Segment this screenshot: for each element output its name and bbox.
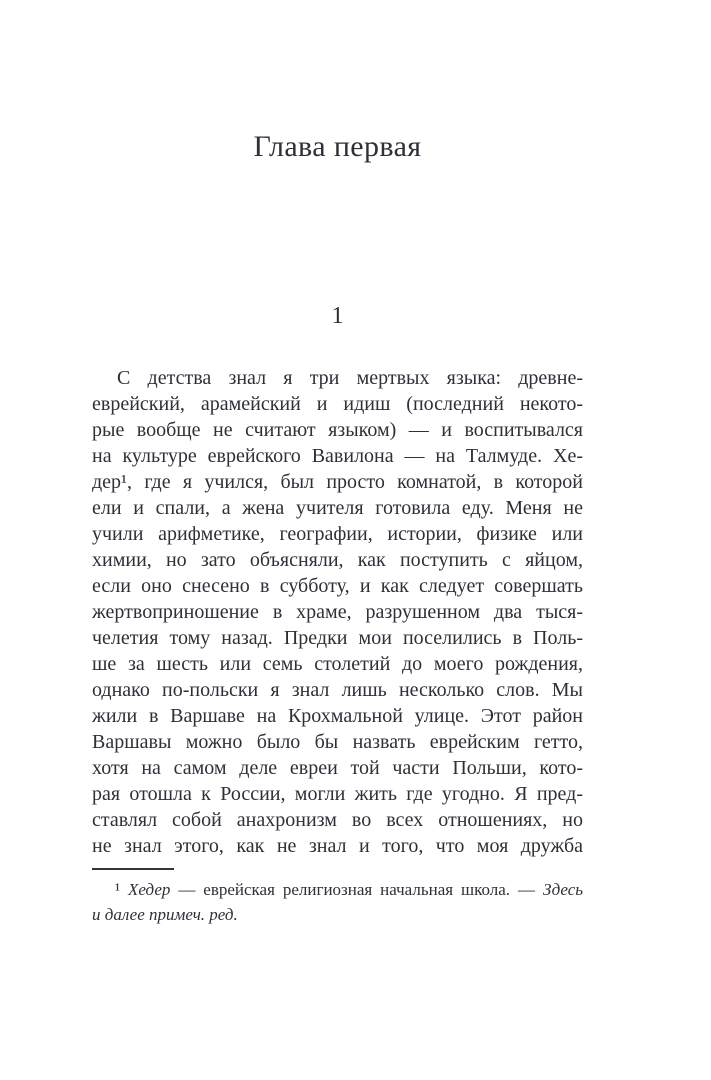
body-line: ставлял собой анахронизм во всех отношениях, но — [92, 809, 583, 831]
body-line: ше за шесть или семь столетий до моего рождения, — [92, 653, 583, 675]
body-line: жили в Варшаве на Крохмальной улице. Этот район — [92, 705, 583, 727]
body-line: дер¹, где я учился, был просто комнатой, в которой — [92, 471, 583, 493]
italic-text: Хедер — [128, 880, 171, 899]
italic-text: Здесь — [542, 880, 583, 899]
body-line: рая отошла к России, могли жить где угодно. Я пред- — [92, 783, 583, 805]
section-number: 1 — [331, 303, 344, 329]
body-line: если оно снесено в субботу, и как следует совершать — [92, 575, 583, 597]
body-line: С детства знал я три мертвых языка: древне- — [117, 367, 583, 389]
body-line: рые вообще не считают языком) — и воспитывался — [92, 419, 583, 441]
body-line: еврейский, арамейский и идиш (последний некото- — [92, 393, 583, 415]
plain-text: ¹ — [115, 880, 129, 899]
body-line: на культуре еврейского Вавилона — на Талмуде. Хе- — [92, 445, 583, 467]
body-line: не знал этого, как не знал и того, что моя дружба — [92, 835, 583, 857]
plain-text: — еврейская религиозная начальная школа. — — [170, 880, 543, 899]
body-line: жертвоприношение в храме, разрушенном два тыся- — [92, 601, 583, 623]
body-line: учили арифметике, географии, истории, физике или — [92, 523, 583, 545]
footnote — [92, 877, 583, 927]
body-paragraph — [92, 365, 583, 859]
italic-text: и далее примеч. ред. — [92, 905, 238, 924]
footnote-line — [92, 877, 583, 902]
chapter-title: Глава первая — [253, 130, 422, 163]
body-line: челетия тому назад. Предки мои поселились в Поль- — [92, 627, 583, 649]
body-line: однако по-польски я знал лишь несколько слов. Мы — [92, 679, 583, 701]
body-line: хотя на самом деле евреи той части Польши, кото- — [92, 757, 583, 779]
body-line: Варшавы можно было бы назвать еврейским гетто, — [92, 731, 583, 753]
body-line: химии, но зато объясняли, как поступить с яйцом, — [92, 549, 583, 571]
footnote-line — [92, 902, 583, 927]
body-line: ели и спали, а жена учителя готовила еду. Меня не — [92, 497, 583, 519]
footnote-separator — [92, 868, 174, 870]
